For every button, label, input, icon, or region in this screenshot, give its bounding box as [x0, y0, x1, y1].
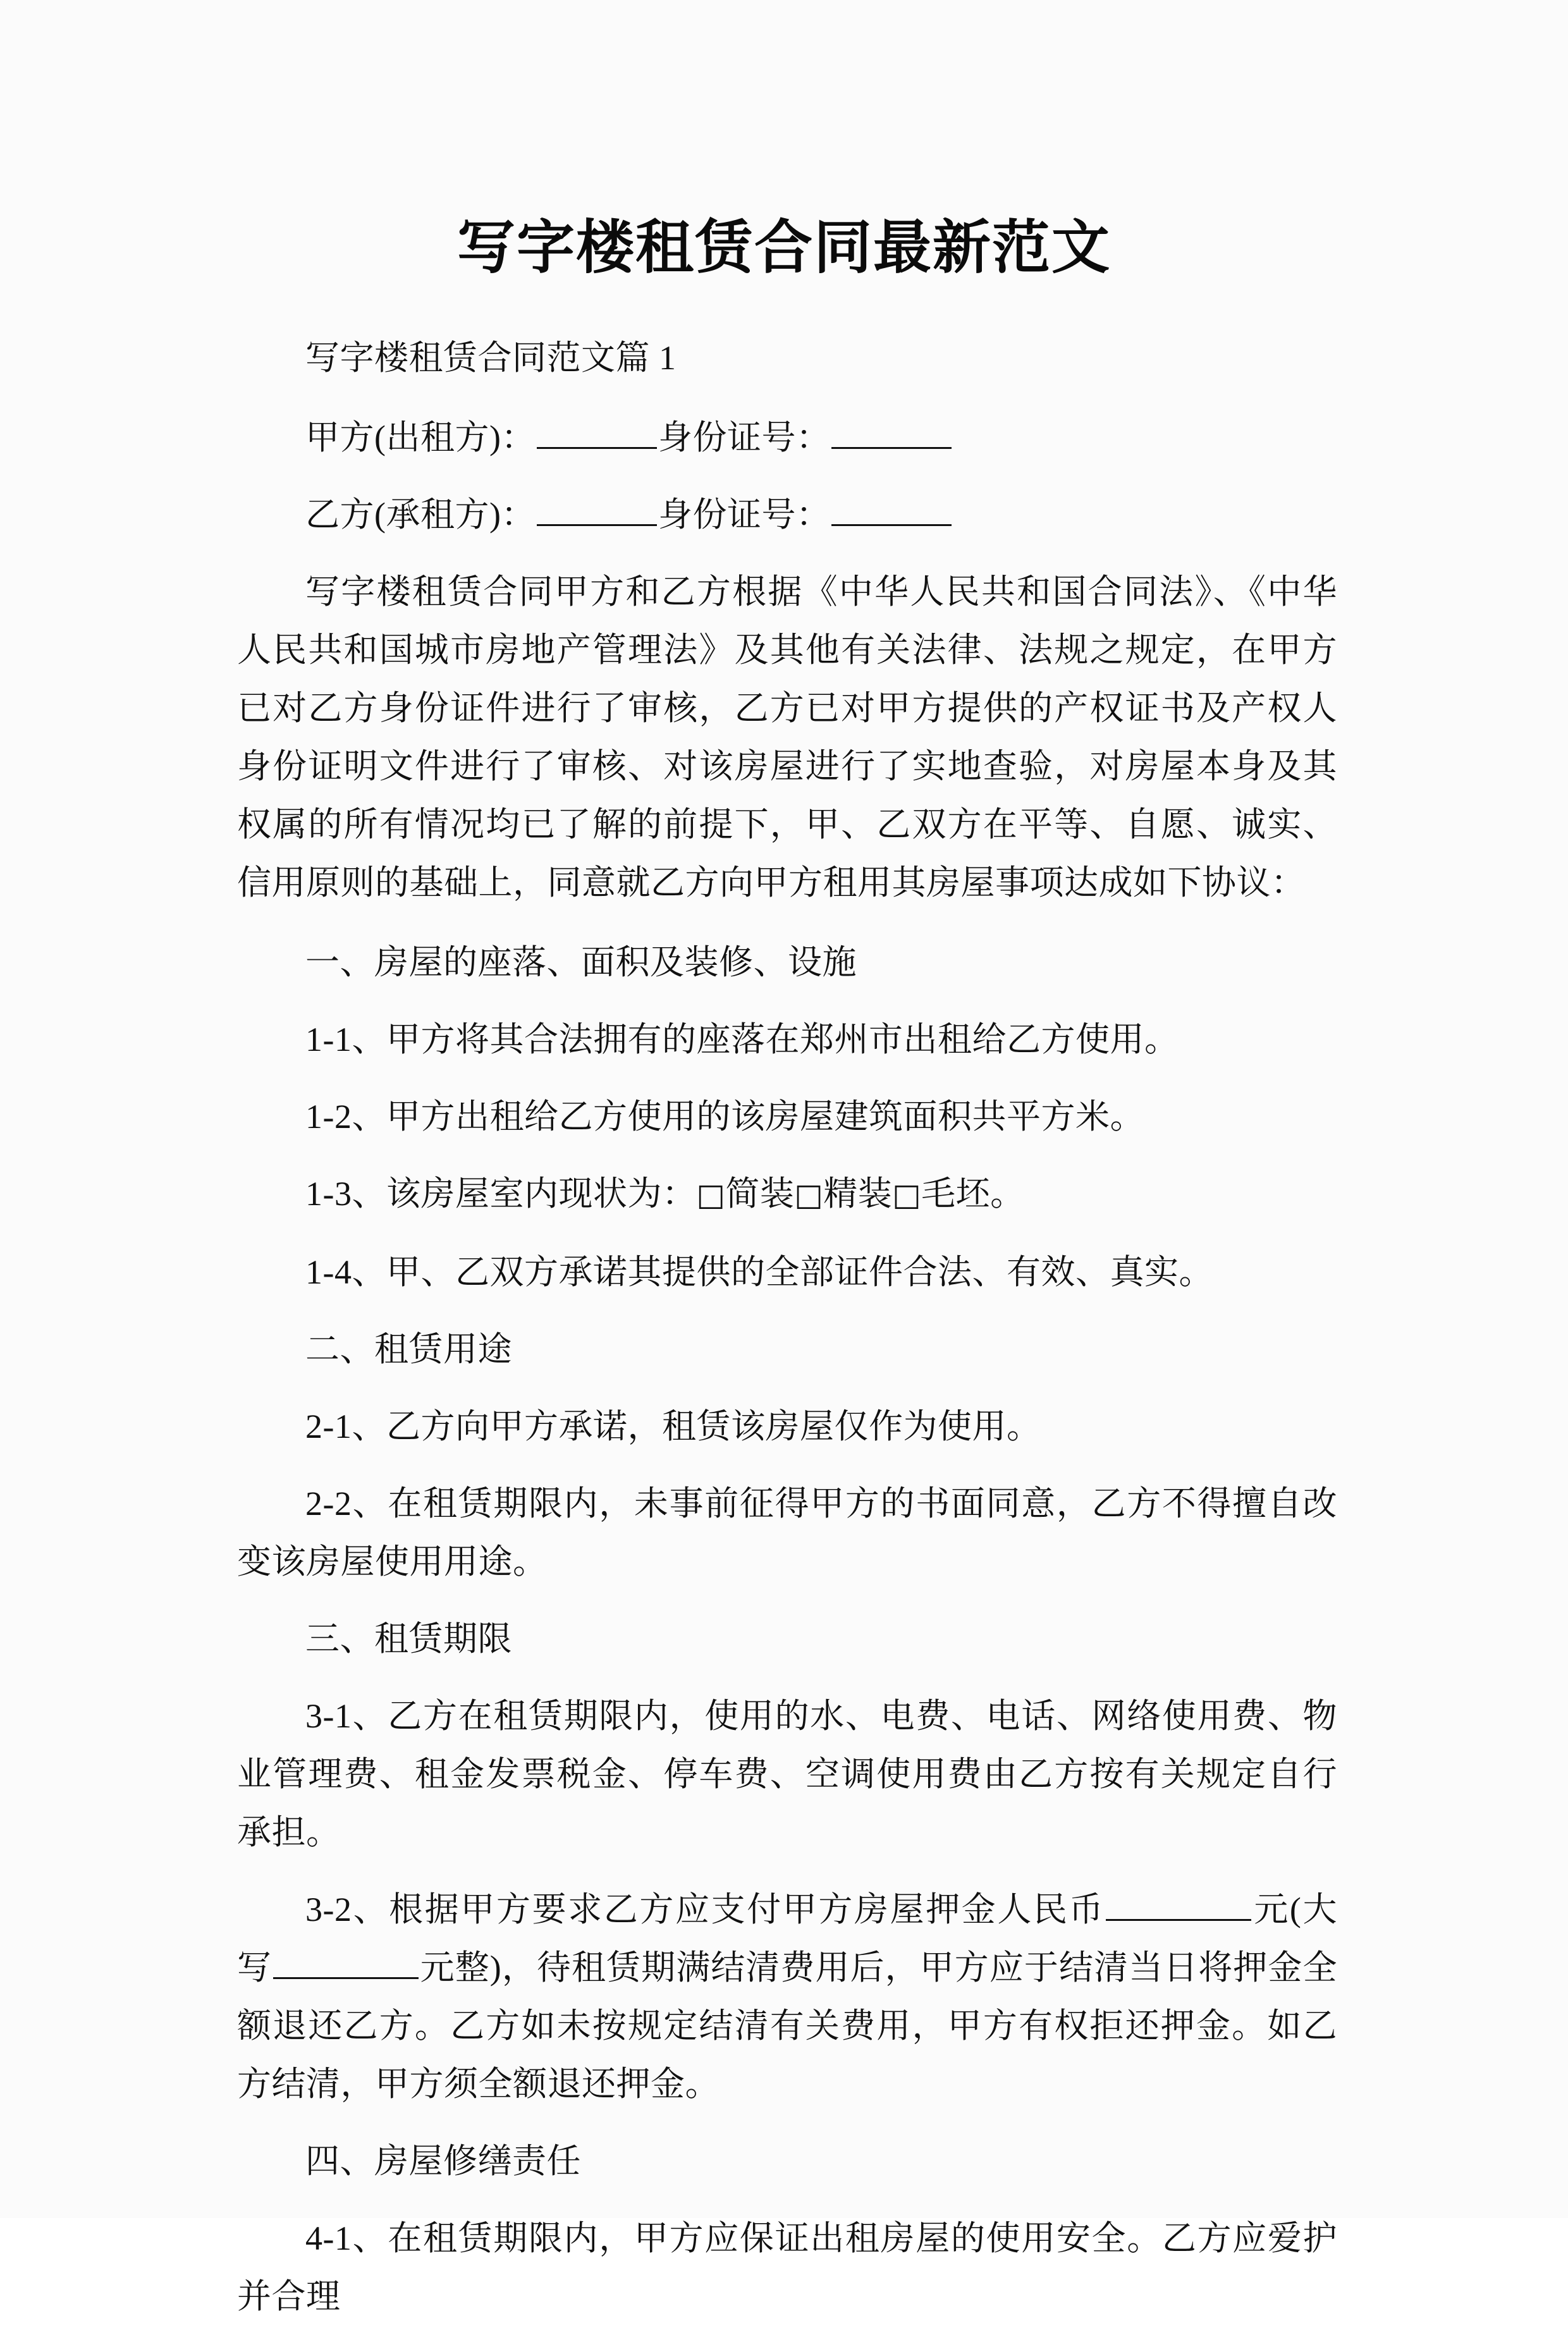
section-heading-4: 四、房屋修缮责任 — [305, 2142, 581, 2180]
section-heading-1: 一、房屋的座落、面积及装修、设施 — [305, 943, 857, 981]
party-b-id-label: 身份证号： — [658, 496, 831, 534]
checkbox-icon-fine[interactable]: □ — [794, 1177, 824, 1213]
section-3-item-3-2 — [237, 1880, 1337, 2113]
document-body — [237, 329, 1337, 2342]
checkbox-icon-bare[interactable]: □ — [892, 1177, 922, 1213]
checkbox-label-fine: 精装 — [823, 1175, 893, 1213]
deposit-text-part2: 元(大写 — [237, 1891, 1338, 1987]
party-a-id-label: 身份证号： — [658, 419, 831, 457]
party-a-name-blank[interactable] — [537, 417, 657, 449]
section-4-item-4-1: 4-1、在租赁期限内，甲方应保证出租房屋的使用安全。乙方应爱护并合理 — [237, 2219, 1337, 2315]
checkbox-label-simple: 简装 — [725, 1175, 795, 1213]
section-2-item-2-1: 2-1、乙方向甲方承诺，租赁该房屋仅作为使用。 — [305, 1407, 1041, 1445]
party-b-name-blank[interactable] — [537, 494, 657, 526]
section-heading-3: 三、租赁期限 — [305, 1620, 512, 1658]
party-a-label: 甲方(出租方)： — [305, 419, 536, 457]
deposit-amount-words-blank[interactable] — [273, 1947, 419, 1979]
document-subtitle: 写字楼租赁合同范文篇 1 — [305, 339, 677, 377]
section-1-item-1-1: 1-1、甲方将其合法拥有的座落在郑州市出租给乙方使用。 — [305, 1021, 1179, 1058]
page-title: 写字楼租赁合同最新范文 — [456, 213, 1111, 281]
section-1-item-1-4: 1-4、甲、乙双方承诺其提供的全部证件合法、有效、真实。 — [305, 1253, 1213, 1291]
party-a-id-blank[interactable] — [831, 417, 952, 449]
section-heading-2: 二、租赁用途 — [305, 1330, 512, 1368]
section-3-item-3-1: 3-1、乙方在租赁期限内，使用的水、电费、电话、网络使用费、物业管理费、租金发票税金、停车费、空调使用费由乙方按有关规定自行承担。 — [237, 1697, 1337, 1851]
decoration-status-suffix: 。 — [990, 1175, 1025, 1213]
party-b-id-blank[interactable] — [831, 494, 952, 526]
deposit-text-part1: 3-2、根据甲方要求乙方应支付甲方房屋押金人民币 — [305, 1891, 1105, 1928]
checkbox-label-bare: 毛坯 — [921, 1175, 991, 1213]
deposit-amount-blank[interactable] — [1106, 1889, 1251, 1921]
deposit-text-part3: 元整)，待租赁期满结清费用后，甲方应于结清当日将押金全额退还乙方。乙方如未按规定结清有关费用，甲方有权拒还押金。如乙方结清，甲方须全额退还押金。 — [237, 1949, 1338, 2103]
decoration-status-prefix: 1-3、该房屋室内现状为： — [305, 1175, 697, 1213]
section-2-item-2-2: 2-2、在租赁期限内，未事前征得甲方的书面同意，乙方不得擅自改变该房屋使用用途。 — [237, 1485, 1337, 1581]
checkbox-icon-simple[interactable]: □ — [696, 1177, 726, 1213]
party-b-line — [237, 486, 1337, 544]
party-b-label: 乙方(承租方)： — [305, 496, 536, 534]
party-a-line — [237, 408, 1337, 467]
preamble-paragraph: 写字楼租赁合同甲方和乙方根据《中华人民共和国合同法》、《中华人民共和国城市房地产管理法》及其他有关法律、法规之规定，在甲方已对乙方身份证件进行了审核，乙方已对甲方提供的产权证书及产权人身份证明文件进行了审核、对该房屋进行了实地查验，对房屋本身及其权属的所有情况均已了解的前提下，甲、乙双方在平等、自愿、诚实、信用原则的基础上，同意就乙方向甲方租用其房屋事项达成如下协议： — [237, 573, 1337, 902]
section-1-item-1-2: 1-2、甲方出租给乙方使用的该房屋建筑面积共平方米。 — [305, 1098, 1144, 1136]
section-1-item-1-3 — [237, 1165, 1337, 1224]
